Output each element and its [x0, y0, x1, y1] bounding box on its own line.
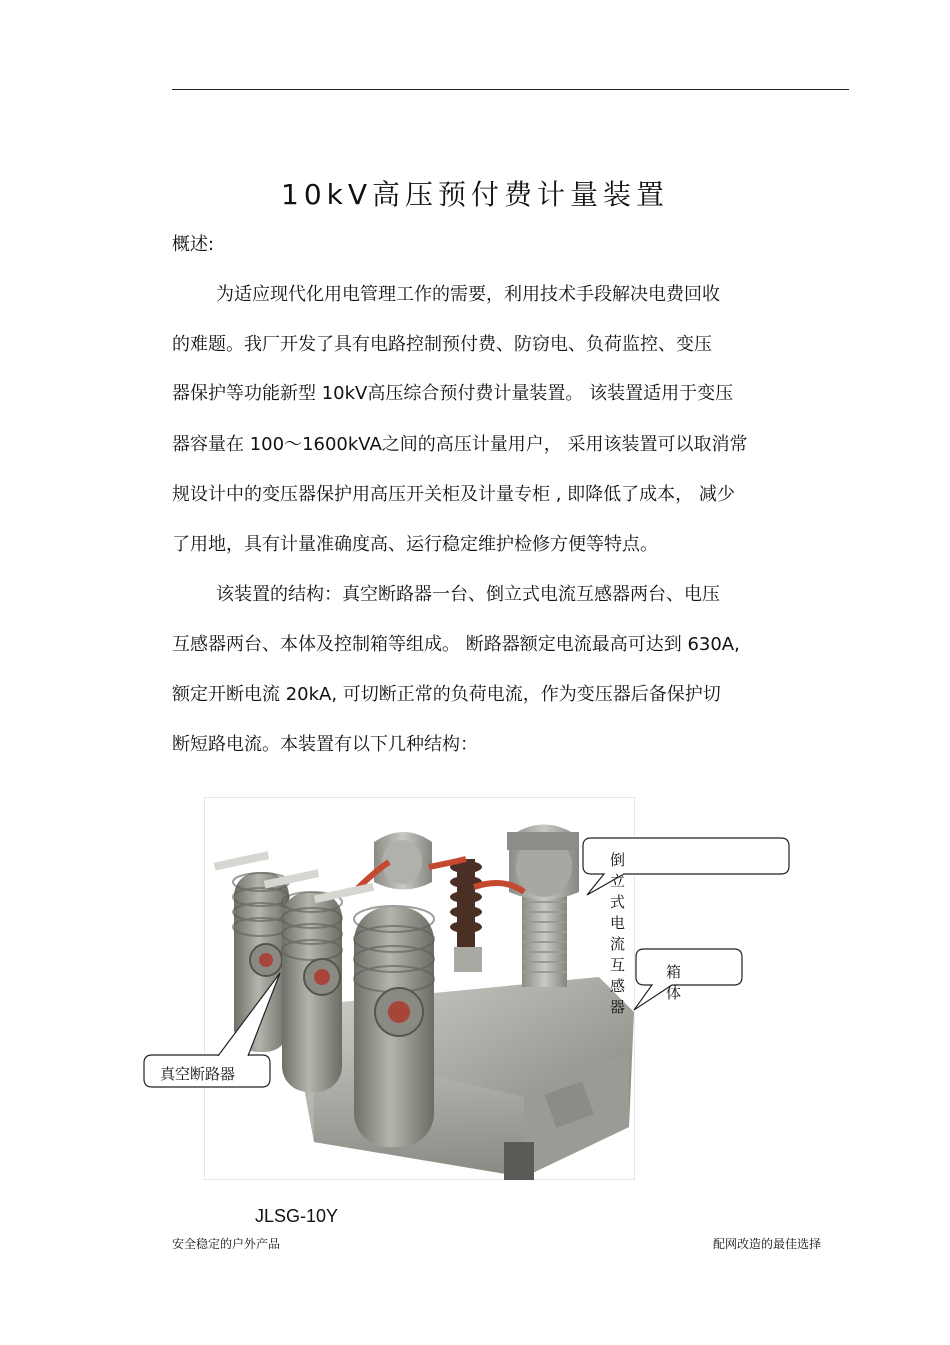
paragraph-structure [172, 580, 852, 760]
paragraph-line: 断短路电流。本装置有以下几种结构： [172, 734, 478, 755]
paragraph-line: 额定开断电流 20kA, 可切断正常的负荷电流，作为变压器后备保护切 [172, 684, 721, 705]
paragraph-line: 器保护等功能新型 10kV高压综合预付费计量装置。 该装置适用于变压 [172, 383, 734, 404]
section-label-overview: 概述: [172, 234, 215, 255]
paragraph-line: 规设计中的变压器保护用高压开关柜及计量专柜 , 即降低了成本， 减少 [172, 484, 735, 505]
paragraph-intro [172, 280, 852, 560]
callout-label-box: 箱体 [666, 963, 682, 1002]
callout-label-current-transformer: 倒立式电流互感器 [610, 851, 626, 1016]
paragraph-line: 互感器两台、本体及控制箱等组成。 断路器额定电流最高可达到 630A, [172, 634, 740, 655]
figure-caption: JLSG-10Y [255, 1206, 339, 1226]
footer-right-text: 配网改造的最佳选择 [713, 1237, 822, 1251]
callout-label-vacuum-breaker: 真空断路器 [160, 1065, 236, 1083]
callout-box [632, 948, 752, 1018]
paragraph-line: 为适应现代化用电管理工作的需要，利用技术手段解决电费回收 [216, 284, 720, 305]
header-rule [172, 89, 849, 90]
page-title: 10kV高压预付费计量装置 [281, 178, 669, 211]
paragraph-line: 了用地，具有计量准确度高、运行稳定维护检修方便等特点。 [172, 534, 658, 555]
paragraph-line: 该装置的结构：真空断路器一台、倒立式电流互感器两台、电压 [216, 584, 720, 605]
paragraph-line: 器容量在 100～1600kVA之间的高压计量用户， 采用该装置可以取消常 [172, 434, 748, 455]
footer-left-text: 安全稳定的户外产品 [172, 1237, 281, 1251]
paragraph-line: 的难题。我厂开发了具有电路控制预付费、防窃电、负荷监控、变压 [172, 334, 712, 355]
